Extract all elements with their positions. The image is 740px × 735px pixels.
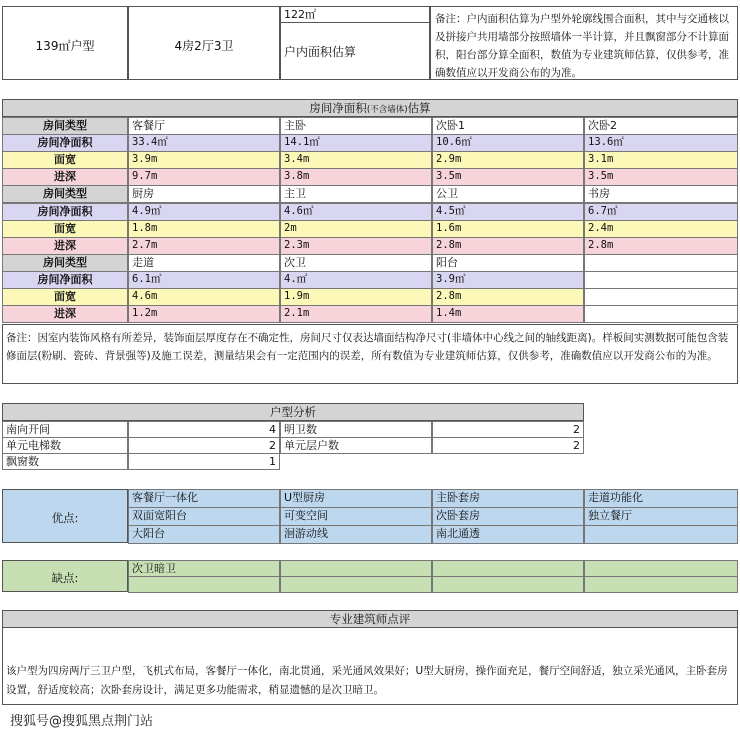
room-width-cell: 1.9m: [280, 288, 432, 306]
pro-item: U型厨房: [280, 489, 432, 508]
analysis-label: 单元层户数: [280, 437, 432, 454]
cons-label: 缺点:: [51, 571, 79, 585]
room-width-cell: [584, 288, 738, 306]
room-depth-cell: 1.4m: [432, 305, 584, 323]
pro-item: 主卧套房: [432, 489, 584, 508]
row-label-width: 面宽: [2, 151, 128, 169]
room-type-cell: [584, 254, 738, 272]
rooms-note-cell: [2, 324, 738, 384]
room-type-cell: 次卧1: [432, 117, 584, 135]
room-depth-cell: 2.1m: [280, 305, 432, 323]
room-width-cell: 3.9m: [128, 151, 280, 169]
cons-label-cell: [2, 560, 128, 592]
analysis-label: 单元电梯数: [2, 437, 128, 454]
indoor-area-value-cell: [280, 6, 430, 23]
pro-item: 客餐厅一体化: [128, 489, 280, 508]
room-type-cell: 书房: [584, 185, 738, 203]
pro-item: 洄游动线: [280, 525, 432, 544]
con-item: 次卫暗卫: [128, 560, 280, 577]
row-label-area: 房间净面积: [2, 203, 128, 221]
header-note: 备注：户内面积估算为户型外轮廓线围合面积，其中与交通核以及拼接户共用墙部分按照墙体一半计算，并且飘窗部分不计算面积，阳台部分算全面积，数值为专业建筑师估算，仅供参考，准确数值应以开发商公布的为准。: [435, 13, 729, 79]
review-title: 专业建筑师点评: [2, 610, 738, 628]
con-item: [128, 576, 280, 593]
con-item: [432, 560, 584, 577]
analysis-value: 2: [432, 437, 584, 454]
analysis-value: 4: [128, 421, 280, 438]
rooms-title: 房间净面积(不含墙体)估算: [2, 99, 738, 117]
con-item: [280, 576, 432, 593]
con-item: [280, 560, 432, 577]
room-depth-cell: 2.8m: [584, 237, 738, 255]
indoor-area-label: 户内面积估算: [284, 45, 357, 59]
analysis-label: 南向开间: [2, 421, 128, 438]
room-type-cell: 公卫: [432, 185, 584, 203]
room-width-cell: 2.9m: [432, 151, 584, 169]
room-type-cell: 主卧: [280, 117, 432, 135]
pros-label-cell: [2, 489, 128, 543]
room-depth-cell: 3.5m: [432, 168, 584, 186]
row-label-depth: 进深: [2, 168, 128, 186]
analysis-title: 户型分析: [2, 403, 584, 421]
room-type-cell: 厨房: [128, 185, 280, 203]
row-label-type: 房间类型: [2, 185, 128, 203]
room-depth-cell: 2.7m: [128, 237, 280, 255]
room-depth-cell: [584, 305, 738, 323]
header-layout-cell: [128, 6, 280, 80]
row-label-width: 面宽: [2, 288, 128, 306]
room-area-cell: 4.6㎡: [280, 203, 432, 221]
room-area-cell: 6.7㎡: [584, 203, 738, 221]
header-note-cell: [430, 6, 738, 80]
room-area-cell: 4.9㎡: [128, 203, 280, 221]
room-width-cell: 3.1m: [584, 151, 738, 169]
analysis-label: 飘窗数: [2, 453, 128, 470]
rooms-note: 备注：因室内装饰风格有所差异，装饰面层厚度存在不确定性，房间尺寸仅表达墙面结构净尺寸(非墙体中心线之间的轴线距离)。样板间实测数据可能包含装修面层(粉刷、瓷砖、背景强等)及施工误差，测量结果会有一定范围内的误差，所有数值为专业建筑师估算，仅供参考，准确数值应以开发商公布的为准。: [6, 332, 729, 362]
room-depth-cell: 9.7m: [128, 168, 280, 186]
room-area-cell: 13.6㎡: [584, 134, 738, 152]
indoor-area-label-cell: [280, 22, 430, 80]
room-width-cell: 2m: [280, 220, 432, 238]
room-area-cell: 10.6㎡: [432, 134, 584, 152]
area-label: 139㎡户型: [35, 39, 95, 53]
pro-item: 双面宽阳台: [128, 507, 280, 526]
room-type-cell: 阳台: [432, 254, 584, 272]
row-label-depth: 进深: [2, 237, 128, 255]
room-area-cell: 6.1㎡: [128, 271, 280, 289]
header-area-cell: [2, 6, 128, 80]
room-width-cell: 1.6m: [432, 220, 584, 238]
room-width-cell: 2.8m: [432, 288, 584, 306]
analysis-label: 明卫数: [280, 421, 432, 438]
con-item: [432, 576, 584, 593]
analysis-value: 2: [432, 421, 584, 438]
row-label-type: 房间类型: [2, 254, 128, 272]
room-depth-cell: 3.5m: [584, 168, 738, 186]
room-area-cell: [584, 271, 738, 289]
room-area-cell: 33.4㎡: [128, 134, 280, 152]
watermark: 搜狐号@搜狐黑点荆门站: [10, 714, 154, 729]
room-area-cell: 3.9㎡: [432, 271, 584, 289]
row-label-area: 房间净面积: [2, 134, 128, 152]
indoor-area-value: 122㎡: [284, 8, 316, 21]
room-area-cell: 4.㎡: [280, 271, 432, 289]
pro-item: 次卧套房: [432, 507, 584, 526]
room-type-cell: 次卫: [280, 254, 432, 272]
review-body: [2, 627, 738, 705]
row-label-area: 房间净面积: [2, 271, 128, 289]
pros-label: 优点:: [51, 511, 79, 525]
row-label-depth: 进深: [2, 305, 128, 323]
pro-item: 南北通透: [432, 525, 584, 544]
room-type-cell: 次卧2: [584, 117, 738, 135]
pro-item: [584, 525, 738, 544]
pro-item: 走道功能化: [584, 489, 738, 508]
room-depth-cell: 2.8m: [432, 237, 584, 255]
room-type-cell: 客餐厅: [128, 117, 280, 135]
review-text: 该户型为四房两厅三卫户型，飞机式布局，客餐厅一体化，南北贯通，采光通风效果好；U型大厨房，操作面充足，餐厅空间舒适，独立采光通风，主卧套房设置，舒适度较高；次卧套房设计，满足更多功能需求，稍显遗憾的是次卫暗卫。: [6, 665, 728, 696]
pro-item: 独立餐厅: [584, 507, 738, 526]
room-area-cell: 4.5㎡: [432, 203, 584, 221]
analysis-value: 1: [128, 453, 280, 470]
room-type-cell: 主卫: [280, 185, 432, 203]
room-width-cell: 2.4m: [584, 220, 738, 238]
room-depth-cell: 2.3m: [280, 237, 432, 255]
room-width-cell: 3.4m: [280, 151, 432, 169]
row-label-type: 房间类型: [2, 117, 128, 135]
pro-item: 可变空间: [280, 507, 432, 526]
pro-item: 大阳台: [128, 525, 280, 544]
room-width-cell: 4.6m: [128, 288, 280, 306]
room-type-cell: 走道: [128, 254, 280, 272]
con-item: [584, 576, 738, 593]
analysis-value: 2: [128, 437, 280, 454]
room-depth-cell: 3.8m: [280, 168, 432, 186]
room-depth-cell: 1.2m: [128, 305, 280, 323]
room-area-cell: 14.1㎡: [280, 134, 432, 152]
room-width-cell: 1.8m: [128, 220, 280, 238]
con-item: [584, 560, 738, 577]
row-label-width: 面宽: [2, 220, 128, 238]
layout-label: 4房2厅3卫: [174, 39, 234, 53]
